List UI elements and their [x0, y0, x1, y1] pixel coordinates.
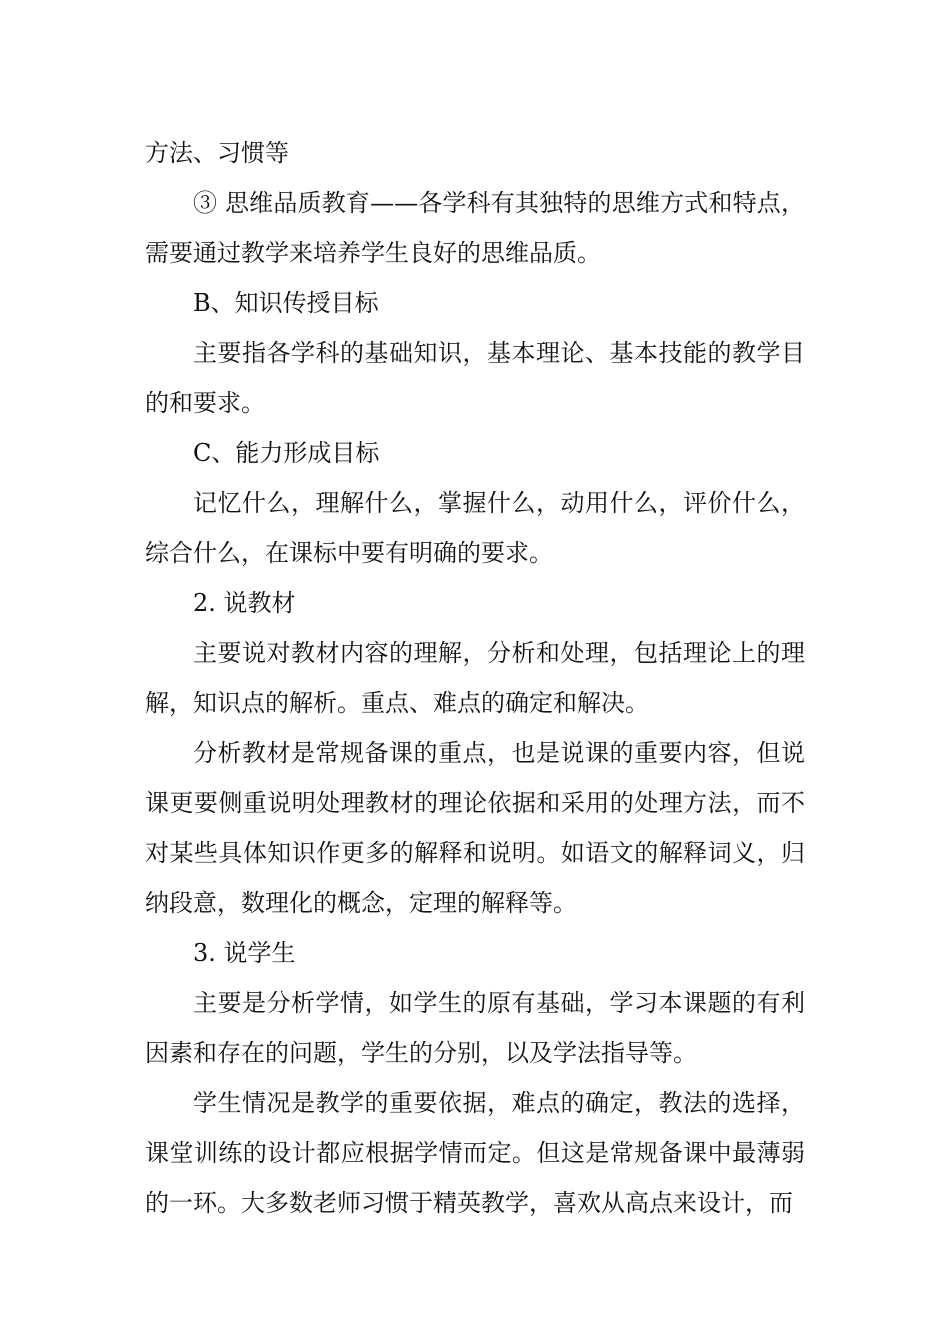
paragraph-method-habit: 方法、习惯等: [145, 139, 289, 167]
heading-textbook: 2. 说教材: [193, 589, 296, 617]
paragraph-student-situation: 学生情况是教学的重要依据，难点的确定，教法的选择，课堂训练的设计都应根据学情而定。但这是常规备课中最薄弱的一环。大多数老师习惯于精英教学，喜欢从高点来设计，而: [145, 1089, 805, 1217]
paragraph-thinking-quality: ③ 思维品质教育——各学科有其独特的思维方式和特点，需要通过教学来培养学生良好的思维品质。: [145, 189, 805, 267]
paragraph-ability-goal: 记忆什么，理解什么，掌握什么，动用什么，评价什么，综合什么，在课标中要有明确的要求。: [145, 489, 805, 567]
paragraph-student-analysis: 主要是分析学情，如学生的原有基础，学习本课题的有利因素和存在的问题，学生的分别，以及学法指导等。: [145, 989, 805, 1067]
paragraph-textbook-understanding: 主要说对教材内容的理解，分析和处理，包括理论上的理解，知识点的解析。重点、难点的确定和解决。: [145, 639, 805, 717]
heading-knowledge-goal: B、知识传授目标: [193, 289, 379, 317]
document-body: [145, 128, 805, 1228]
paragraph-knowledge-goal: 主要指各学科的基础知识，基本理论、基本技能的教学目的和要求。: [145, 339, 805, 417]
heading-students: 3. 说学生: [193, 939, 296, 967]
paragraph-textbook-analysis: 分析教材是常规备课的重点，也是说课的重要内容，但说课更要侧重说明处理教材的理论依据和采用的处理方法，而不对某些具体知识作更多的解释和说明。如语文的解释词义，归纳段意，数理化的概念，定理的解释等。: [145, 739, 805, 917]
heading-ability-goal: C、能力形成目标: [193, 439, 380, 467]
